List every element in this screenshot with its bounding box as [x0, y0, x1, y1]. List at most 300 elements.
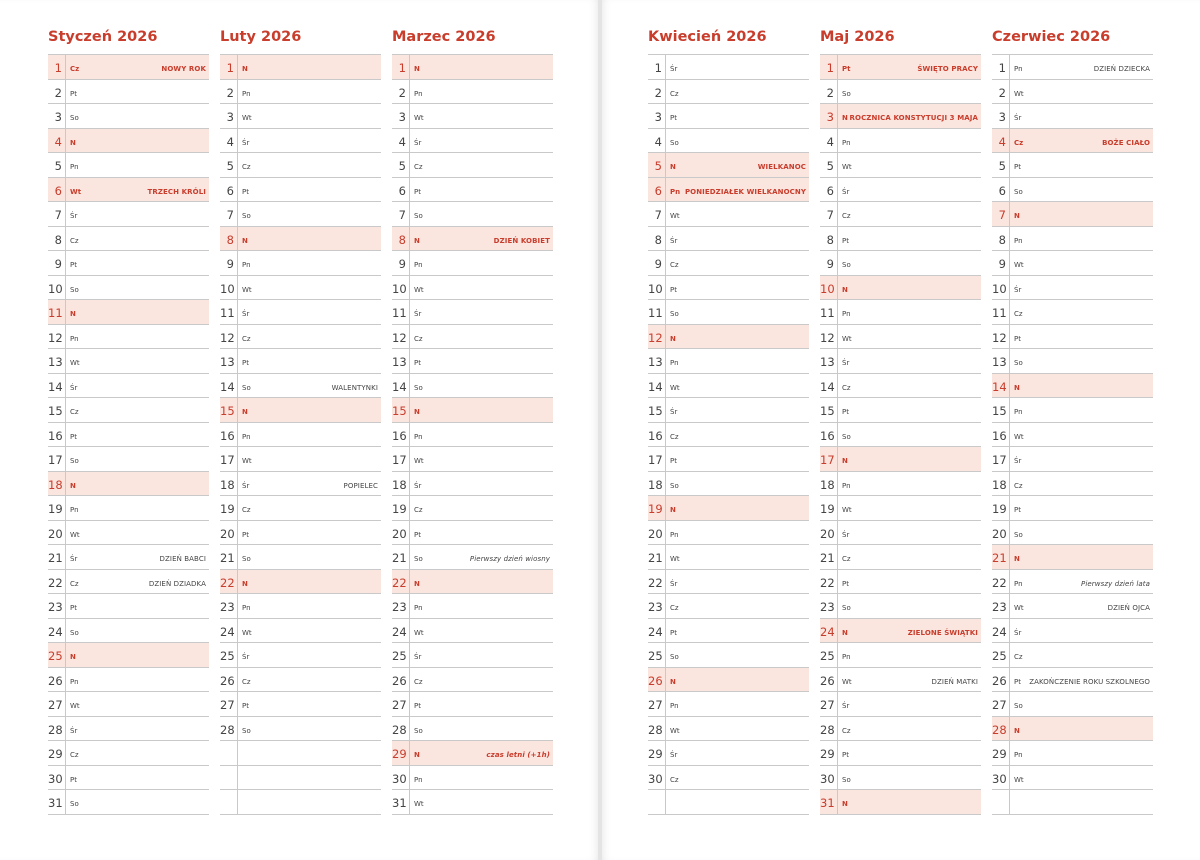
weekday-label: Pt	[242, 530, 249, 539]
day-row[interactable]	[392, 717, 553, 742]
day-row[interactable]	[220, 619, 381, 644]
day-row[interactable]	[392, 153, 553, 178]
day-separator	[1009, 153, 1010, 177]
day-separator	[837, 80, 838, 104]
day-row[interactable]	[992, 374, 1153, 399]
day-number: 26	[648, 673, 663, 688]
day-number: 8	[998, 232, 1006, 247]
day-row[interactable]	[820, 227, 981, 252]
day-separator	[1009, 790, 1010, 814]
day-row[interactable]	[48, 472, 209, 497]
day-row[interactable]	[48, 496, 209, 521]
day-row[interactable]	[992, 790, 1153, 815]
day-row[interactable]	[392, 521, 553, 546]
day-row[interactable]	[992, 692, 1153, 717]
day-row[interactable]	[48, 227, 209, 252]
day-row[interactable]	[220, 276, 381, 301]
day-number: 21	[220, 551, 235, 565]
day-row[interactable]	[392, 594, 553, 619]
day-row[interactable]	[648, 349, 809, 374]
weekday-label: So	[842, 775, 851, 784]
day-row[interactable]	[820, 398, 981, 423]
day-row[interactable]	[48, 521, 209, 546]
day-row[interactable]	[820, 251, 981, 276]
day-row[interactable]	[48, 594, 209, 619]
weekday-label: So	[70, 114, 79, 122]
day-row[interactable]	[220, 594, 381, 619]
day-row[interactable]	[392, 545, 553, 570]
day-row[interactable]	[648, 129, 809, 154]
day-row[interactable]	[820, 104, 981, 129]
weekday-label: N	[842, 114, 848, 122]
weekday-label: Śr	[1014, 628, 1022, 637]
day-row[interactable]	[992, 104, 1153, 129]
day-row[interactable]	[392, 325, 553, 350]
weekday-label: Śr	[670, 579, 678, 588]
day-row[interactable]	[992, 178, 1153, 203]
weekday-label: Cz	[1014, 138, 1024, 147]
day-row[interactable]	[48, 692, 209, 717]
day-row[interactable]	[48, 276, 209, 301]
day-row[interactable]	[48, 300, 209, 325]
day-row[interactable]	[992, 300, 1153, 325]
day-row[interactable]	[48, 717, 209, 742]
weekday-label: So	[670, 310, 679, 318]
day-separator	[409, 276, 410, 300]
day-number: 19	[648, 502, 663, 516]
day-row[interactable]	[648, 251, 809, 276]
weekday-label: So	[414, 555, 423, 563]
day-row[interactable]	[820, 129, 981, 154]
day-row[interactable]	[392, 619, 553, 644]
day-row[interactable]	[648, 178, 809, 203]
day-row[interactable]	[392, 300, 553, 325]
day-separator	[837, 153, 838, 177]
day-row[interactable]	[992, 129, 1153, 154]
day-row[interactable]	[392, 251, 553, 276]
day-row[interactable]	[220, 668, 381, 693]
day-row[interactable]	[48, 251, 209, 276]
day-separator	[409, 129, 410, 153]
day-number: 18	[820, 477, 835, 492]
day-row[interactable]	[820, 741, 981, 766]
day-separator	[1009, 741, 1010, 765]
day-row[interactable]	[392, 104, 553, 129]
day-row[interactable]	[648, 594, 809, 619]
day-row[interactable]	[392, 202, 553, 227]
event-label: DZIEŃ OJCA	[1107, 604, 1150, 612]
day-number: 17	[392, 453, 407, 467]
day-row[interactable]	[220, 251, 381, 276]
weekday-label: So	[414, 726, 423, 735]
day-row[interactable]	[648, 521, 809, 546]
day-number: 30	[992, 771, 1007, 786]
day-row[interactable]	[992, 398, 1153, 423]
day-separator	[237, 521, 238, 545]
day-row[interactable]	[48, 668, 209, 693]
day-separator	[237, 374, 238, 398]
day-row[interactable]	[220, 472, 381, 497]
day-separator	[409, 496, 410, 520]
day-row[interactable]	[392, 472, 553, 497]
day-row[interactable]	[992, 349, 1153, 374]
weekday-label: N	[842, 457, 848, 465]
day-row[interactable]	[48, 766, 209, 791]
day-number: 28	[48, 722, 63, 737]
day-number: 12	[648, 330, 663, 345]
day-row[interactable]	[220, 741, 381, 766]
day-row[interactable]	[220, 423, 381, 448]
weekday-label: So	[670, 653, 679, 661]
event-label: WALENTYNKI	[331, 383, 378, 392]
weekday-label: Śr	[842, 359, 850, 367]
weekday-label: Pt	[670, 285, 677, 294]
day-row[interactable]	[48, 545, 209, 570]
day-row[interactable]	[220, 521, 381, 546]
day-row[interactable]	[648, 741, 809, 766]
day-number: 5	[226, 159, 234, 173]
day-row[interactable]	[48, 55, 209, 80]
day-row[interactable]	[220, 374, 381, 399]
day-row[interactable]	[992, 717, 1153, 742]
day-row[interactable]	[392, 227, 553, 252]
day-number: 9	[398, 257, 406, 271]
day-row[interactable]	[392, 447, 553, 472]
day-row[interactable]	[48, 349, 209, 374]
day-row[interactable]	[648, 374, 809, 399]
day-list	[992, 54, 1153, 815]
day-row[interactable]	[48, 178, 209, 203]
day-row[interactable]	[820, 374, 981, 399]
day-separator	[409, 741, 410, 765]
day-row[interactable]	[48, 153, 209, 178]
day-row[interactable]	[820, 202, 981, 227]
day-row[interactable]	[220, 545, 381, 570]
day-row[interactable]	[820, 790, 981, 815]
day-row[interactable]	[992, 447, 1153, 472]
day-row[interactable]	[648, 447, 809, 472]
day-separator	[65, 496, 66, 520]
weekday-label: Pt	[842, 236, 849, 245]
day-separator	[1009, 545, 1010, 569]
day-separator	[837, 227, 838, 251]
day-row[interactable]	[992, 668, 1153, 693]
day-row[interactable]	[648, 104, 809, 129]
day-row[interactable]	[220, 349, 381, 374]
day-row[interactable]	[820, 692, 981, 717]
day-row[interactable]	[392, 496, 553, 521]
day-number: 20	[48, 526, 63, 541]
day-row[interactable]	[820, 521, 981, 546]
day-number: 25	[820, 649, 835, 663]
day-row[interactable]	[48, 374, 209, 399]
day-row[interactable]	[820, 300, 981, 325]
day-row[interactable]	[392, 766, 553, 791]
weekday-label: Cz	[70, 408, 79, 416]
day-separator	[237, 619, 238, 643]
day-row[interactable]	[820, 276, 981, 301]
weekday-label: Cz	[242, 506, 251, 514]
day-separator	[237, 153, 238, 177]
day-row[interactable]	[820, 472, 981, 497]
day-row[interactable]	[648, 570, 809, 595]
day-row[interactable]	[648, 276, 809, 301]
day-row[interactable]	[48, 202, 209, 227]
weekday-label: Wt	[1014, 261, 1024, 269]
day-separator	[237, 276, 238, 300]
day-row[interactable]	[648, 55, 809, 80]
event-label: DZIEŃ DZIECKA	[1093, 65, 1150, 73]
day-row[interactable]	[648, 496, 809, 521]
day-number: 1	[826, 61, 834, 75]
day-row[interactable]	[220, 178, 381, 203]
day-row[interactable]	[48, 80, 209, 105]
weekday-label: N	[70, 653, 76, 661]
day-separator	[237, 104, 238, 128]
day-number: 26	[392, 673, 407, 688]
day-row[interactable]	[992, 227, 1153, 252]
day-row[interactable]	[992, 619, 1153, 644]
day-number: 2	[826, 85, 834, 100]
day-row[interactable]	[220, 202, 381, 227]
day-separator	[409, 790, 410, 814]
day-row[interactable]	[992, 643, 1153, 668]
weekday-label: N	[1014, 383, 1020, 392]
day-number: 2	[226, 85, 234, 100]
day-row[interactable]	[648, 325, 809, 350]
day-row[interactable]	[992, 521, 1153, 546]
day-number: 7	[54, 208, 62, 222]
day-row[interactable]	[820, 643, 981, 668]
day-row[interactable]	[992, 80, 1153, 105]
day-row[interactable]	[992, 570, 1153, 595]
day-row[interactable]	[820, 668, 981, 693]
day-row[interactable]	[220, 104, 381, 129]
weekday-label: N	[70, 481, 76, 490]
day-row[interactable]	[648, 545, 809, 570]
day-row[interactable]	[648, 227, 809, 252]
day-separator	[1009, 521, 1010, 545]
day-number: 26	[48, 673, 63, 688]
day-separator	[237, 227, 238, 251]
day-row[interactable]	[220, 717, 381, 742]
day-row[interactable]	[220, 766, 381, 791]
day-row[interactable]	[648, 790, 809, 815]
day-row[interactable]	[992, 423, 1153, 448]
day-row[interactable]	[48, 423, 209, 448]
day-row[interactable]	[992, 153, 1153, 178]
day-separator	[1009, 496, 1010, 520]
day-number: 12	[48, 330, 63, 345]
weekday-label: N	[670, 334, 676, 343]
day-separator	[409, 251, 410, 275]
event-label: ŚWIĘTO PRACY	[917, 65, 978, 73]
day-row[interactable]	[220, 55, 381, 80]
day-row[interactable]	[392, 643, 553, 668]
day-row[interactable]	[820, 619, 981, 644]
day-row[interactable]	[392, 570, 553, 595]
day-number: 9	[654, 257, 662, 271]
day-row[interactable]	[220, 153, 381, 178]
day-row[interactable]	[220, 447, 381, 472]
day-row[interactable]	[648, 300, 809, 325]
day-row[interactable]	[992, 545, 1153, 570]
day-row[interactable]	[220, 80, 381, 105]
day-number: 28	[392, 722, 407, 737]
day-number: 1	[398, 61, 406, 75]
day-row[interactable]	[392, 741, 553, 766]
day-separator	[409, 619, 410, 643]
day-row[interactable]	[648, 766, 809, 791]
day-row[interactable]	[648, 472, 809, 497]
day-row[interactable]	[220, 129, 381, 154]
day-row[interactable]	[820, 570, 981, 595]
day-row[interactable]	[48, 643, 209, 668]
day-row[interactable]	[820, 80, 981, 105]
day-row[interactable]	[820, 325, 981, 350]
day-row[interactable]	[392, 398, 553, 423]
day-row[interactable]	[820, 766, 981, 791]
day-row[interactable]	[992, 472, 1153, 497]
day-separator	[837, 374, 838, 398]
day-row[interactable]	[648, 643, 809, 668]
day-row[interactable]	[48, 790, 209, 815]
day-number: 3	[826, 110, 834, 124]
day-row[interactable]	[48, 129, 209, 154]
day-row[interactable]	[820, 55, 981, 80]
day-row[interactable]	[648, 619, 809, 644]
day-separator	[837, 643, 838, 667]
day-row[interactable]	[992, 55, 1153, 80]
day-separator	[409, 398, 410, 422]
day-row[interactable]	[648, 692, 809, 717]
day-number: 17	[220, 453, 235, 467]
weekday-label: So	[70, 285, 79, 294]
day-row[interactable]	[992, 741, 1153, 766]
day-row[interactable]	[220, 398, 381, 423]
day-number: 21	[48, 551, 63, 565]
day-separator	[837, 496, 838, 520]
day-row[interactable]	[48, 104, 209, 129]
day-row[interactable]	[220, 325, 381, 350]
day-row[interactable]	[392, 349, 553, 374]
day-separator	[409, 80, 410, 104]
day-row[interactable]	[648, 202, 809, 227]
day-number: 8	[226, 232, 234, 247]
day-number: 28	[820, 722, 835, 737]
day-row[interactable]	[220, 496, 381, 521]
day-row[interactable]	[648, 398, 809, 423]
day-row[interactable]	[48, 741, 209, 766]
day-number: 8	[54, 232, 62, 247]
weekday-label: Pt	[414, 359, 421, 367]
day-row[interactable]	[392, 129, 553, 154]
day-row[interactable]	[220, 790, 381, 815]
day-row[interactable]	[820, 349, 981, 374]
day-row[interactable]	[392, 668, 553, 693]
weekday-label: So	[242, 726, 251, 735]
day-row[interactable]	[820, 447, 981, 472]
day-row[interactable]	[820, 496, 981, 521]
month-june	[992, 24, 1153, 815]
day-number: 23	[820, 600, 835, 614]
day-row[interactable]	[820, 545, 981, 570]
day-number: 10	[392, 281, 407, 296]
day-separator	[237, 741, 238, 765]
day-row[interactable]	[992, 202, 1153, 227]
day-row[interactable]	[392, 178, 553, 203]
weekday-label: Wt	[70, 187, 82, 196]
day-row[interactable]	[392, 80, 553, 105]
day-row[interactable]	[648, 668, 809, 693]
day-row[interactable]	[392, 423, 553, 448]
day-row[interactable]	[48, 325, 209, 350]
day-row[interactable]	[648, 423, 809, 448]
day-row[interactable]	[220, 643, 381, 668]
day-number: 16	[992, 428, 1007, 443]
day-number: 29	[392, 747, 407, 761]
day-row[interactable]	[820, 423, 981, 448]
weekday-label: Śr	[70, 212, 78, 220]
weekday-label: So	[842, 604, 851, 612]
day-row[interactable]	[220, 227, 381, 252]
day-number: 14	[992, 379, 1007, 394]
day-separator	[1009, 227, 1010, 251]
day-separator	[237, 80, 238, 104]
day-row[interactable]	[392, 374, 553, 399]
weekday-label: Śr	[242, 481, 250, 490]
day-row[interactable]	[220, 692, 381, 717]
day-row[interactable]	[392, 55, 553, 80]
day-row[interactable]	[220, 570, 381, 595]
day-number: 17	[48, 453, 63, 467]
weekday-label: Śr	[1014, 114, 1022, 122]
event-label: NOWY ROK	[161, 65, 206, 73]
day-row[interactable]	[992, 325, 1153, 350]
day-row[interactable]	[48, 570, 209, 595]
day-row[interactable]	[392, 276, 553, 301]
day-row[interactable]	[48, 619, 209, 644]
day-row[interactable]	[992, 251, 1153, 276]
day-row[interactable]	[648, 717, 809, 742]
day-row[interactable]	[820, 717, 981, 742]
day-separator	[665, 80, 666, 104]
day-row[interactable]	[992, 766, 1153, 791]
day-row[interactable]	[648, 153, 809, 178]
day-row[interactable]	[392, 692, 553, 717]
weekday-label: Śr	[842, 702, 850, 710]
day-row[interactable]	[992, 594, 1153, 619]
weekday-label: N	[1014, 555, 1020, 563]
day-row[interactable]	[992, 496, 1153, 521]
weekday-label: Wt	[842, 677, 852, 686]
day-row[interactable]	[992, 276, 1153, 301]
day-row[interactable]	[648, 80, 809, 105]
day-row[interactable]	[392, 790, 553, 815]
day-row[interactable]	[820, 178, 981, 203]
day-separator	[237, 178, 238, 202]
day-row[interactable]	[220, 300, 381, 325]
day-separator	[237, 472, 238, 496]
day-separator	[409, 104, 410, 128]
day-row[interactable]	[48, 447, 209, 472]
day-row[interactable]	[48, 398, 209, 423]
day-row[interactable]	[820, 594, 981, 619]
weekday-label: Pn	[842, 653, 851, 661]
day-row[interactable]	[820, 153, 981, 178]
day-separator	[237, 692, 238, 716]
day-number: 22	[392, 575, 407, 590]
